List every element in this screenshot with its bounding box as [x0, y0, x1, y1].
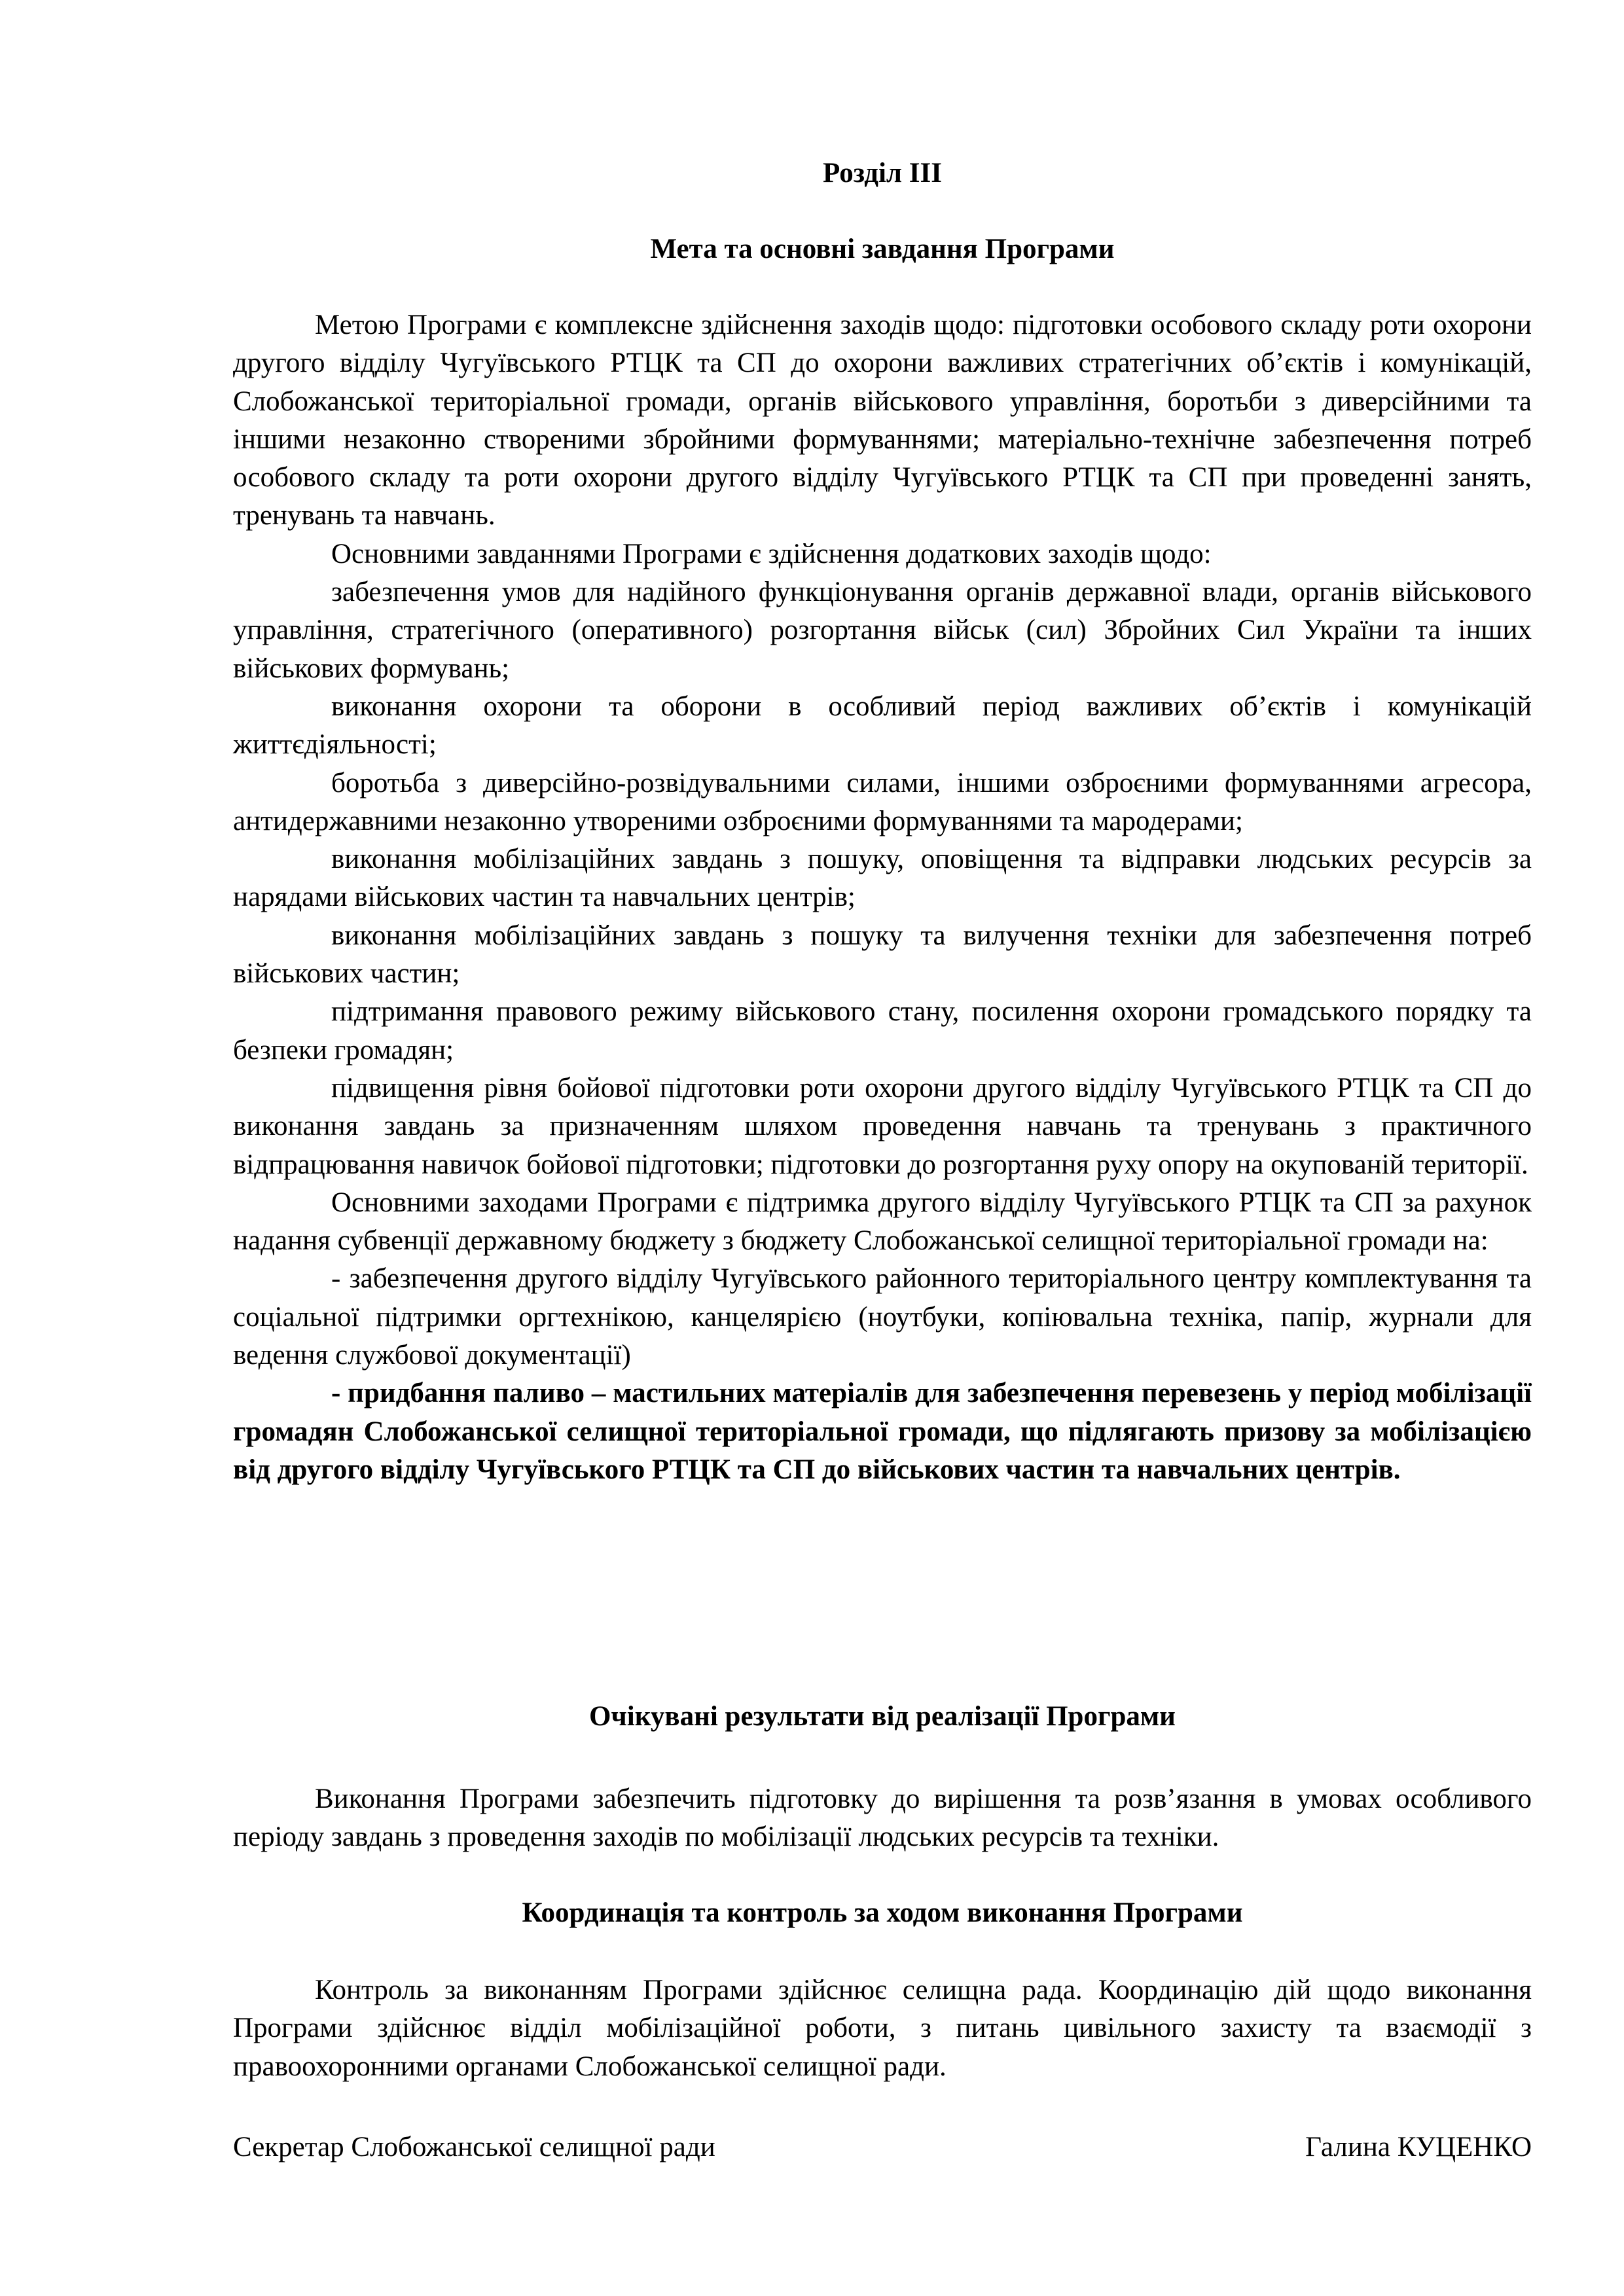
control-title: Координація та контроль за ходом виконання Програми [522, 1897, 1243, 1928]
results-body [233, 1780, 1532, 1857]
signature-position: Секретар Слобожанської селищної ради [233, 2132, 715, 2162]
main-body [233, 306, 1532, 1489]
task-item: виконання мобілізаційних завдань з пошуку та вилучення техніки для забезпечення потреб військових частин; [233, 920, 1532, 990]
task-item: підвищення рівня бойової підготовки роти охорони другого відділу Чугуївського РТЦК та СП до виконання завдань за призначенням шляхом проведення навчань та тренувань з практичного відпрацювання навичок бойової підготовки; підготовки до розгортання руху опору на окупованій території. [233, 1072, 1532, 1180]
tasks-intro: Основними завданнями Програми є здійснення додаткових заходів щодо: [331, 538, 1212, 569]
task-item: боротьба з диверсійно-розвідувальними силами, іншими озброєними формуваннями агресора, антидержавними незаконно утвореними озброєними формуваннями та мародерами; [233, 767, 1532, 836]
task-item: забезпечення умов для надійного функціонування органів державної влади, органів військового управління, стратегічного (оперативного) розгортання військ (сил) Збройних Сил України та інших військових формувань; [233, 577, 1532, 684]
task-item: виконання охорони та оборони в особливий період важливих об’єктів і комунікацій життєдіяльності; [233, 691, 1532, 761]
section-title: Мета та основні завдання Програми [650, 234, 1115, 264]
results-title: Очікувані результати від реалізації Програми [589, 1701, 1176, 1732]
task-item: виконання мобілізаційних завдань з пошуку, оповіщення та відправки людських ресурсів за нарядами військових частин та навчальних центрів; [233, 844, 1532, 913]
measure-item: - придбання паливо – мастильних матеріалів для забезпечення перевезень у період мобілізації громадян Слобожанської селищної територіальної громади, що підлягають призову за мобілізацією від другого відділу Чугуївського РТЦК та СП до військових частин та навчальних центрів. [233, 1378, 1532, 1485]
task-item: підтримання правового режиму військового стану, посилення охорони громадського порядку та безпеки громадян; [233, 996, 1532, 1066]
control-body [233, 1971, 1532, 2086]
measure-item: - забезпечення другого відділу Чугуївського районного територіального центру комплектування та соціальної підтримки оргтехнікою, канцелярією (ноутбуки, копіювальна техніка, папір, журнали для ведення службової документації) [233, 1263, 1532, 1371]
goal-paragraph: Метою Програми є комплексне здійснення заходів щодо: підготовки особового складу роти охорони другого відділу Чугуївського РТЦК та СП до охорони важливих стратегічних об’єктів і комунікацій, Слобожанської територіальної громади, органів військового управління, боротьби з диверсійними та іншими незаконно створеними збройними формуваннями; матеріально-технічне забезпечення потреб особового складу та роти охорони другого відділу Чугуївського РТЦК та СП при проведенні занять, тренувань та навчань. [233, 310, 1532, 531]
results-paragraph: Виконання Програми забезпечить підготовку до вирішення та розв’язання в умовах особливого періоду завдань з проведення заходів по мобілізації людських ресурсів та техніки. [233, 1784, 1532, 1853]
measures-intro: Основними заходами Програми є підтримка другого відділу Чугуївського РТЦК та СП за рахунок надання субвенції державному бюджету з бюджету Слобожанської селищної територіальної громади на: [233, 1187, 1532, 1257]
signature-name: Галина КУЦЕНКО [1305, 2132, 1532, 2162]
section-label: Розділ III [823, 158, 942, 188]
signature-line [233, 2128, 1532, 2166]
control-paragraph: Контроль за виконанням Програми здійснює селищна рада. Координацію дій щодо виконання Програми здійснює відділ мобілізаційної роботи, з питань цивільного захисту та взаємодії з правоохоронними органами Слобожанської селищної ради. [233, 1975, 1532, 2082]
